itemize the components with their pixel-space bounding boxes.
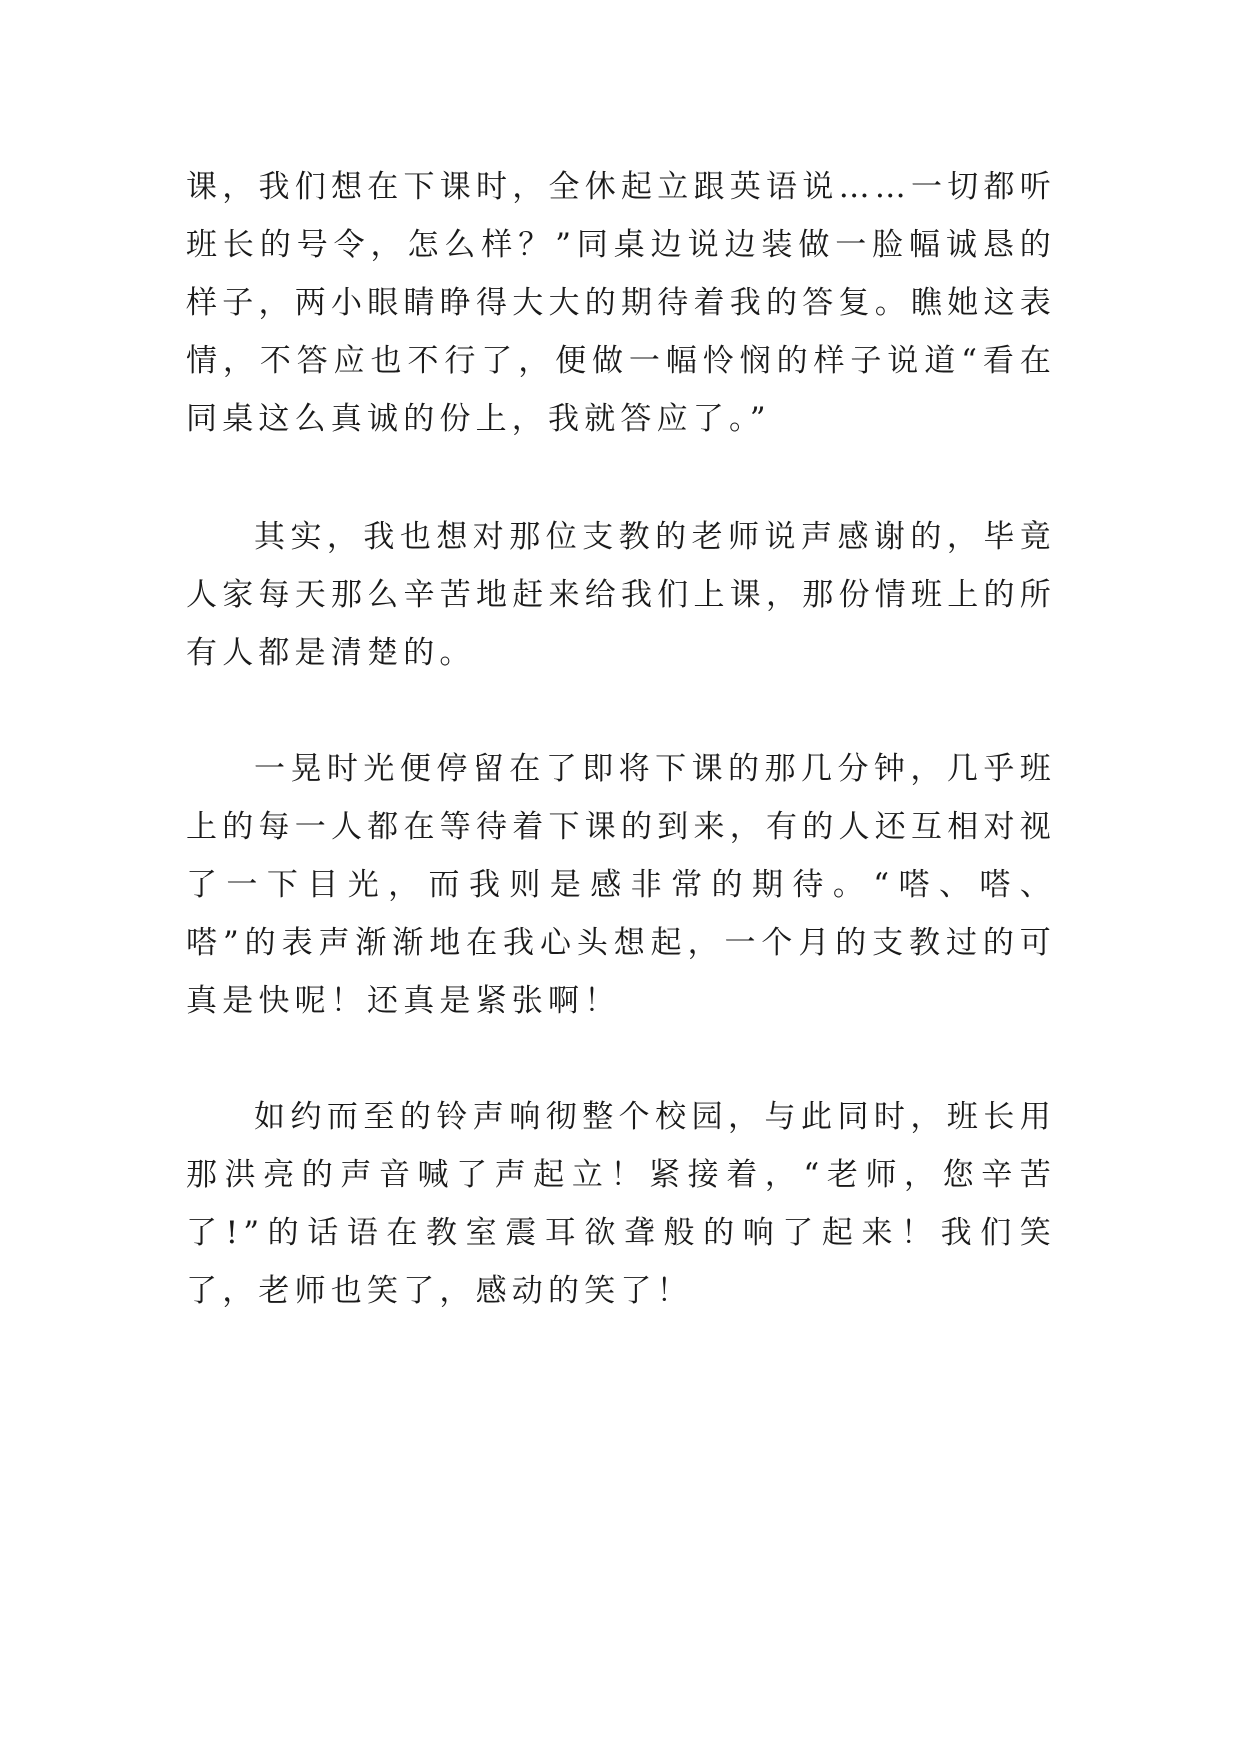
- paragraph-3: 一晃时光便停留在了即将下课的那几分钟，几乎班上的每一人都在等待着下课的到来，有的人还互相对视了一下目光，而我则是感非常的期待。“嗒、嗒、嗒”的表声渐渐地在我心头想起，一个月的支教过的可真是快呢！还真是紧张啊！: [186, 751, 1056, 1019]
- paragraph-2: 其实，我也想对那位支教的老师说声感谢的，毕竟人家每天那么辛苦地赶来给我们上课，那份情班上的所有人都是清楚的。: [186, 519, 1056, 671]
- paragraph-4: 如约而至的铃声响彻整个校园，与此同时，班长用那洪亮的声音喊了声起立！紧接着，“老师，您辛苦了!”的话语在教室震耳欲聋般的响了起来！我们笑了，老师也笑了，感动的笑了！: [186, 1099, 1056, 1309]
- paragraph-1: 课，我们想在下课时，全休起立跟英语说……一切都听班长的号令，怎么样？”同桌边说边装做一脸幅诚恳的样子，两小眼睛睁得大大的期待着我的答复。瞧她这表情，不答应也不行了，便做一幅怜悯的样子说道“看在同桌这么真诚的份上，我就答应了。”: [186, 169, 1056, 437]
